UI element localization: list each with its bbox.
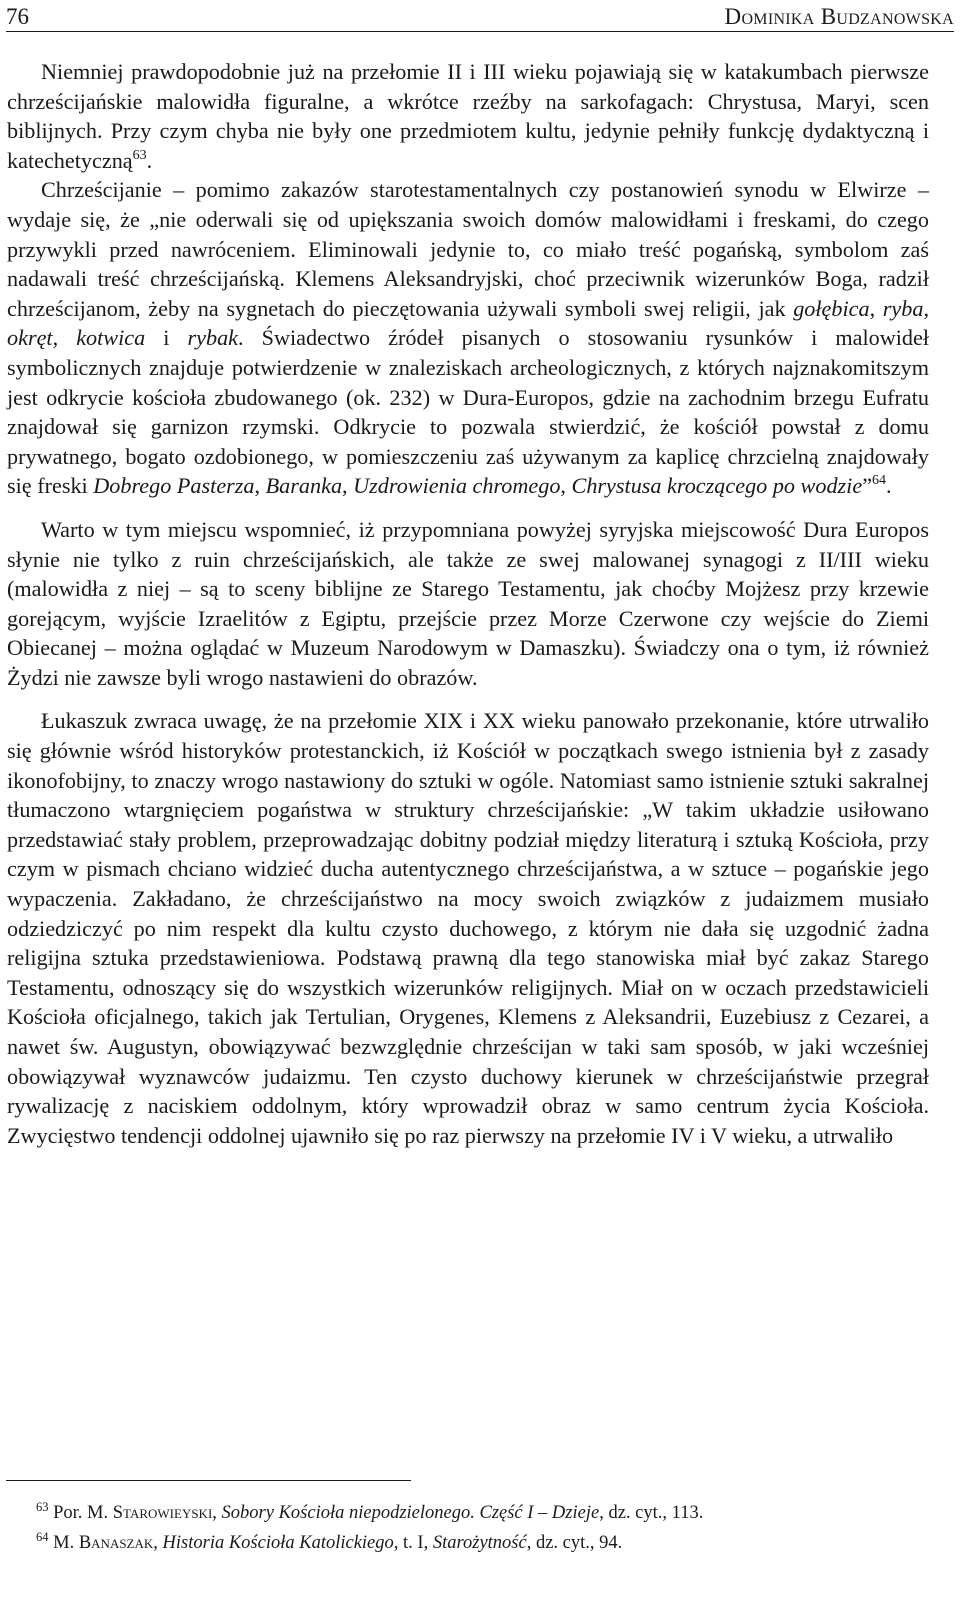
italic-text: Sobory Kościoła niepodzielonego. Część I – Dzieje	[221, 1503, 600, 1523]
text-run: ”	[862, 473, 873, 499]
text-run: ,	[254, 473, 266, 499]
italic-text: kotwica	[76, 325, 146, 351]
paragraph	[7, 515, 929, 693]
footnote	[6, 1498, 936, 1528]
italic-text: Uzdrowienia chromego	[353, 473, 561, 499]
text-run: . Świadectwo źródeł pisanych o stosowaniu rysunków i malowideł symbolicznych znajduje potwierdzenie w znaleziskach archeologicznych, z których najznakomitszym jest odkrycie kościoła zbudowanego (ok. 232) w Dura-Europos, gdzie na zachodnim brzegu Eufratu znajdował się garnizon rzymski. Odkrycie to pozwala stwierdzić, że kościół powstał z domu prywatnego, bogato ozdobionego, w pomieszczeniu zaś używanym za kaplicę chrzcielną znajdowały się freski	[7, 325, 930, 499]
paragraph	[7, 706, 929, 1150]
text-run: Łukaszuk zwraca uwagę, że na przełomie XIX i XX wieku panowało przekonanie, które utrwaliło się głównie wśród historyków protestanckich, iż Kościół w początkach swego istnienia był z zasady ikonofobijny, to znaczy wrogo nastawiony do sztuki w ogóle. Natomiast samo istnienie sztuki sakralnej tłumaczono wtargnięciem pogaństwa w struktury chrześcijańskie: „W takim układzie usiłowano przedstawiać stały problem, przeprowadzając dobitny podział między literaturą i sztuką Kościoła, przy czym w pismach chciano widzieć ducha autentycznego chrześcijaństwa, a w sztuce – pogańskie jego wypaczenia. Zakładano, że chrześcijaństwo na mocy swoich związków z judaizmem musiało odziedziczyć po nim respekt dla kultu czysto duchowego, z którym nie dała się uzgodnić żadna religijna sztuka przedstawieniowa. Podstawą prawną dla tego stanowiska miał być zakaz Starego Testamentu, odnoszący się do wszystkich wizerunków religijnych. Miał on w oczach przedstawicieli Kościoła oficjalnego, takich jak Tertulian, Orygenes, Klemens z Aleksandrii, Euzebiusz z Cezarei, a nawet św. Augustyn, obowiązywać bezwzględnie chrześcijan w taki sam sposób, w jaki wcześniej obowiązywał wyznawców judaizmu. Ten czysto duchowy kierunek w chrześcijaństwie przegrał rywalizację z naciskiem oddolnym, który wprowadził obraz w samo centrum życia Kościoła. Zwycięstwo tendencji oddolnej ujawniło się po raz pierwszy na przełomie IV i V wieku, a utrwaliło	[7, 708, 929, 1148]
text-run: Niemniej prawdopodobnie już na przełomie II i III wieku pojawiają się w katakumbach pierwsze chrześcijańskie malowidła figuralne, a wkrótce rzeźby na sarkofagach: Chrystusa, Maryi, scen biblijnych. Przy czym chyba nie były one przedmiotem kultu, jedynie pełniły funkcję dydaktyczną i katechetyczną	[7, 59, 929, 173]
footnote-marker: 63	[36, 1500, 49, 1514]
text-run: ,	[560, 473, 572, 499]
author-name: Banaszak	[78, 1533, 154, 1553]
footnote-marker: 64	[36, 1530, 49, 1544]
text-run: ,	[153, 1533, 163, 1553]
italic-text: rybak	[187, 325, 239, 351]
body-text	[7, 57, 929, 1150]
footnotes	[6, 1498, 936, 1558]
italic-text: gołębica	[793, 295, 870, 321]
text-run: .	[146, 147, 153, 173]
italic-text: Baranka	[265, 473, 343, 499]
footnote-marker: 64	[872, 473, 887, 489]
italic-text: Chrystusa kroczącego po wodzie	[571, 473, 863, 499]
header-rule	[6, 31, 954, 32]
footnote-rule	[6, 1480, 411, 1481]
italic-text: Starożytność	[432, 1533, 527, 1553]
italic-text: okręt	[7, 325, 53, 351]
text-run: , t. I,	[393, 1533, 433, 1553]
text-run: ,	[212, 1503, 222, 1523]
text-run: ,	[923, 295, 929, 321]
text-run: Por. M.	[48, 1503, 113, 1523]
running-head-author: Dominika Budzanowska	[724, 4, 954, 29]
text-run: , dz. cyt., 94.	[526, 1533, 623, 1553]
text-run: .	[886, 473, 892, 499]
text-run: i	[145, 325, 188, 351]
footnote-marker: 63	[132, 147, 147, 163]
text-run: M.	[48, 1533, 79, 1553]
footnote	[6, 1528, 936, 1558]
page-number: 76	[6, 4, 29, 29]
text-run: Chrześcijanie – pomimo zakazów starotestamentalnych czy postanowień synodu w Elwirze – wydaje się, że „nie oderwali się od upiększania swoich domów malowidłami i freskami, do czego przywykli przed nawróceniem. Eliminowali jedynie to, co miało treść pogańską, symbolom zaś nadawali treść chrześcijańską. Klemens Aleksandryjski, choć przeciwnik wizerunków Boga, radził chrześcijanom, żeby na sygnetach do pieczętowania używali symboli swej religii, jak	[7, 177, 929, 321]
text-run: ,	[52, 325, 77, 351]
running-header	[6, 0, 954, 30]
paragraph	[7, 57, 929, 175]
italic-text: ryba	[882, 295, 924, 321]
italic-text: Historia Kościoła Katolickiego	[162, 1533, 394, 1553]
text-run: , dz. cyt., 113.	[599, 1503, 704, 1523]
text-run: ,	[869, 295, 883, 321]
text-run: ,	[342, 473, 354, 499]
paragraph	[7, 175, 929, 501]
italic-text: Dobrego Pasterza	[93, 473, 255, 499]
text-run: Warto w tym miejscu wspomnieć, iż przypomniana powyżej syryjska miejscowość Dura Europos słynie nie tylko z ruin chrześcijańskich, ale także ze swej malowanej synagogi z II/III wieku (malowidła z niej – są to sceny biblijne ze Starego Testamentu, jak choćby Mojżesz przy krzewie gorejącym, wyjście Izraelitów z Egiptu, przejście przez Morze Czerwone czy wejście do Ziemi Obiecanej – można oglądać w Muzeum Narodowym w Damaszku). Świadczy ona o tym, iż również Żydzi nie zawsze byli wrogo nastawieni do obrazów.	[7, 516, 929, 690]
author-name: Starowieyski	[112, 1503, 213, 1523]
